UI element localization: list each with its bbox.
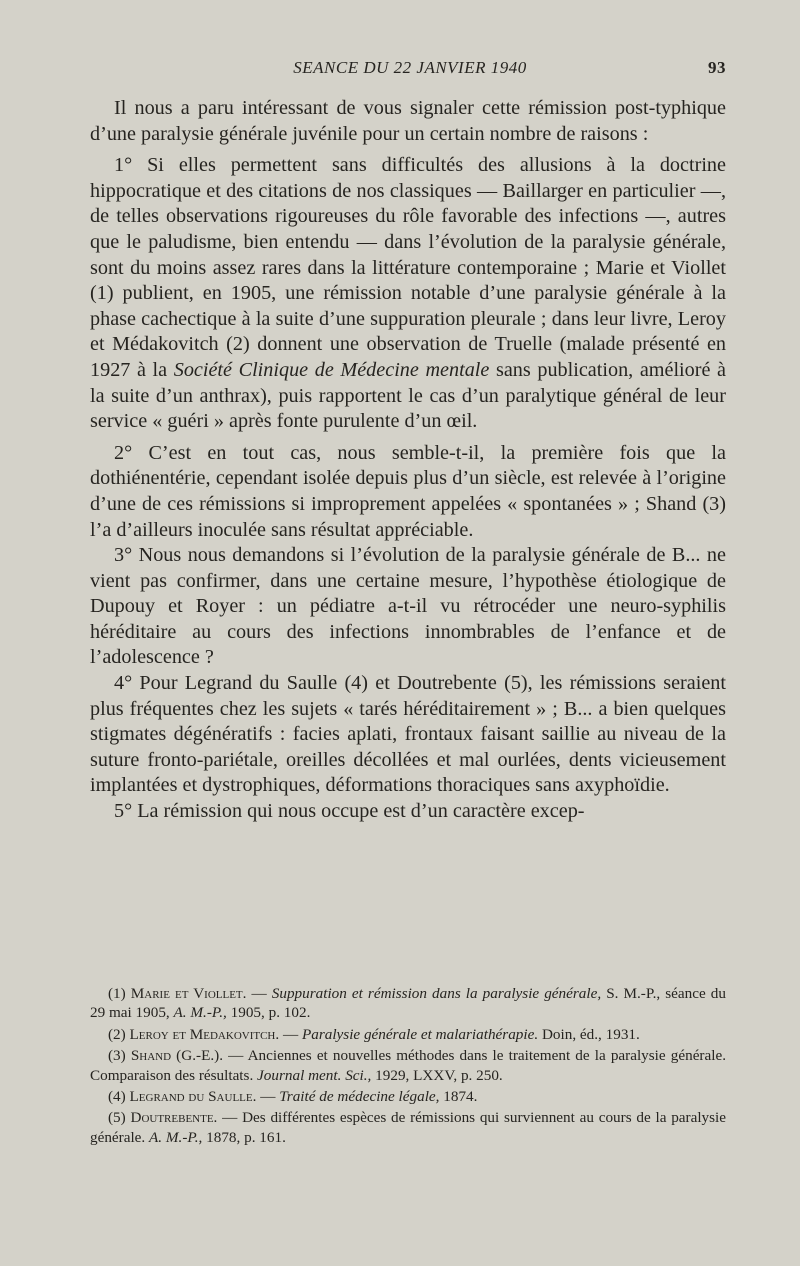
footnote: (5) Doutrebente. — Des différentes espèces de rémissions qui surviennent au cours de la paralysie générale. A. M.-P., 1878, p. 161. (90, 1109, 727, 1146)
footnote-number: (5) (108, 1109, 131, 1127)
footnote-title: Paralysie générale et malariathérapie. (301, 1025, 542, 1043)
paragraph-point-2: 2° C’est en tout cas, nous semble-t-il, la première fois que la dothiénentérie, cependant isolée depuis plus d’un siècle, est relevée à l’origine d’une de ces rémissions si improprement appelées « spontanées » ; Shand (3) l’a d’ailleurs inoculée sans résultat appréciable. (90, 441, 726, 541)
footnote: (2) Leroy et Medakovitch. — Paralysie générale et malariathérapie. Doin, éd., 1931. (108, 1025, 640, 1043)
footnote-source: S. M.-P., séance du 29 mai 1905, (90, 985, 726, 1022)
page-number: 93 (708, 58, 726, 77)
footnote-title: Traité de médecine légale, (279, 1088, 444, 1106)
footnote-authors: Legrand du Saulle. (129, 1088, 257, 1106)
footnote-reference: 1905, p. 102. (230, 1004, 311, 1022)
paragraph-intro: Il nous a paru intéressant de vous signaler cette rémission post-typhique d’une paralysie générale juvénile pour un certain nombre de raisons : (90, 97, 726, 145)
running-title: SEANCE DU 22 JANVIER 1940 (293, 58, 527, 77)
paragraph-point-3: 3° Nous nous demandons si l’évolution de la paralysie générale de B... ne vient pas confirmer, dans une certaine mesure, l’hypothèse étiologique de Dupouy et Royer : un pédiatre a-t-il vu rétrocéder une neuro-syphilis héréditaire au cours des infections innombrables de l’enfance et de l’adolescence ? (90, 544, 726, 669)
running-head (90, 58, 730, 80)
footnote-journal: A. M.-P., (173, 1004, 231, 1022)
footnote-source: Des différentes espèces de rémissions qui surviennent au cours de la paralysie générale. (90, 1109, 727, 1146)
footnotes (90, 984, 726, 1149)
footnote: (1) Marie et Viollet. — Suppuration et rémission dans la paralysie générale, S. M.-P., séance du 29 mai 1905, A. M.-P., 1905, p. 102. (90, 985, 726, 1022)
footnote-authors: Doutrebente. (130, 1109, 218, 1127)
footnote-authors: Shand (G.-E.). (130, 1047, 223, 1065)
body-text (90, 96, 726, 825)
footnote-authors: Marie et Viollet. (130, 985, 247, 1002)
footnote-journal: A. M.-P., (149, 1128, 207, 1146)
footnote-title: Suppuration et rémission dans la paralysie générale, (271, 985, 607, 1002)
paragraph-point-1: 1° Si elles permettent sans difficultés des allusions à la doctrine hippocratique et des citations de nos classiques — Baillarger en particulier —, de telles observations rigoureuses du rôle favorable des infections —, autres que le paludisme, bien entendu — dans l’évolution de la paralysie générale, sont du moins assez rares dans la littérature contemporaine ; Marie et Viollet (1) publient, en 1905, une rémission notable d’une paralysie générale à la phase cachectique à la suite d’une suppuration pleurale ; dans leur livre, Leroy et Médakovitch (2) donnent une observation de Truelle (malade présenté en 1927 à la Société Clinique de Médecine mentale sans publication, amélioré à la suite d’un anthrax), puis rapportent le cas d’un paralytique général de leur service « guéri » après fonte purulente d’un œil. (90, 154, 727, 433)
footnote-number: (2) (108, 1025, 130, 1043)
footnote-number: (4) (108, 1088, 130, 1106)
italic-institution: Société Clinique de Médecine mentale (173, 358, 490, 381)
footnote-reference: 1929, LXXV, p. 250. (375, 1066, 503, 1084)
footnote-authors: Leroy et Medakovitch. (129, 1025, 280, 1043)
footnote-reference: 1878, p. 161. (206, 1128, 286, 1146)
paragraph-point-4: 4° Pour Legrand du Saulle (4) et Doutrebente (5), les rémissions seraient plus fréquentes chez les sujets « tarés héréditairement » ; B... a bien quelques stigmates dégénératifs : facies aplati, frontaux faisant saillie au niveau de la suture fronto-pariétale, oreilles décollées et mal ourlées, dents vicieusement implantées et dystrophiques, déformations thoraciques sans axyphoïdie. (90, 672, 726, 797)
paragraph-point-5: 5° La rémission qui nous occupe est d’un caractère excep- (114, 800, 585, 823)
footnote-journal: Journal ment. Sci., (257, 1066, 376, 1084)
footnote-source: Doin, éd., 1931. (541, 1025, 640, 1043)
footnote: (4) Legrand du Saulle. — Traité de médecine légale, 1874. (108, 1088, 478, 1106)
footnote: (3) Shand (G.-E.). — Anciennes et nouvelles méthodes dans le traitement de la paralysie générale. Comparaison des résultats. Journal ment. Sci., 1929, LXXV, p. 250. (90, 1047, 726, 1084)
footnote-number: (1) (108, 985, 131, 1002)
footnote-source: 1874. (443, 1088, 478, 1106)
footnote-number: (3) (108, 1047, 131, 1065)
footnote-source: Anciennes et nouvelles méthodes dans le traitement de la paralysie générale. Comparaison des résultats. (90, 1047, 726, 1084)
